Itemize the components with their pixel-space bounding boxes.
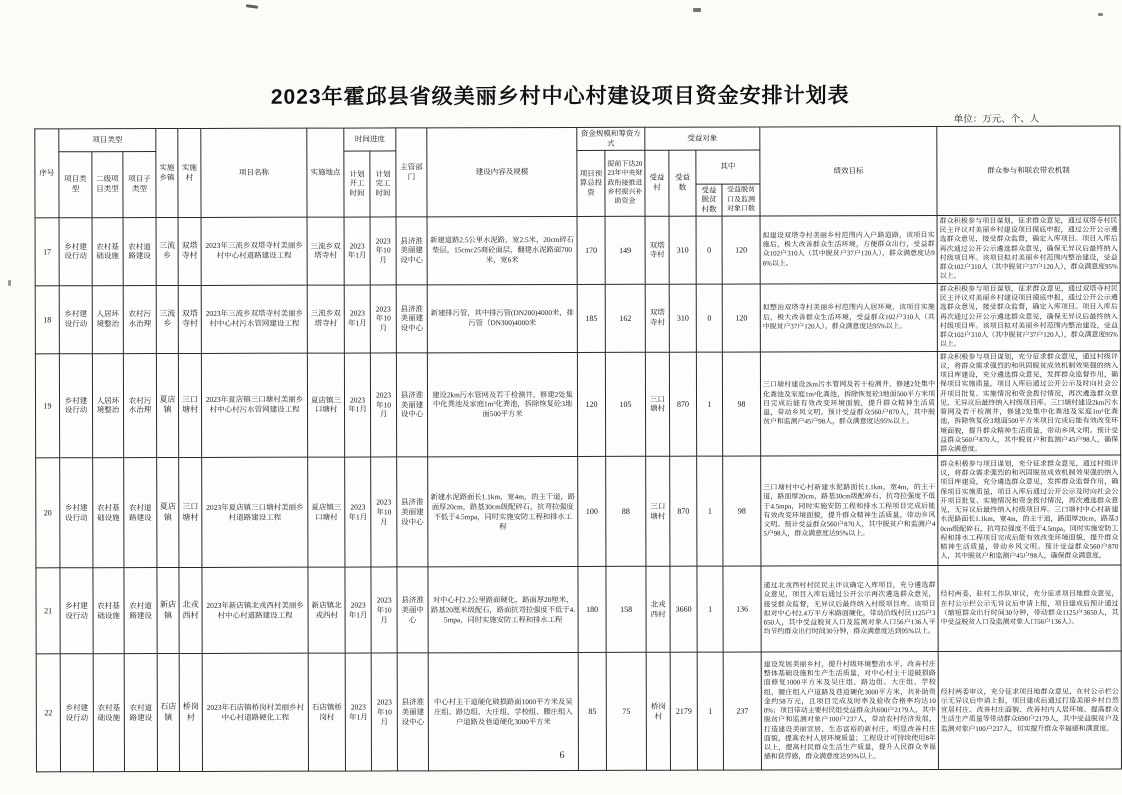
cell-sub-type: 农村污水治理: [123, 285, 156, 353]
cell-secondary-type: 农村基础设施: [93, 654, 124, 772]
cell-benefit-village: 双塔寺村: [645, 216, 669, 284]
cell-benefit-poor-population: 98: [722, 351, 760, 456]
cell-serial-number: 21: [36, 568, 60, 654]
cell-total-budget: 185: [577, 284, 605, 352]
cell-village: 北戎西村: [179, 568, 202, 654]
cell-secondary-type: 农村基础设施: [92, 217, 123, 285]
cell-plan-start: 2023年1月: [344, 217, 370, 285]
cell-advance-fund: 162: [605, 284, 645, 352]
header-project-name: 项目名称: [201, 128, 307, 217]
header-location: 实施地点: [307, 128, 344, 217]
table-row: [36, 455, 1121, 568]
table-header: [35, 126, 1120, 218]
cell-benefit-poor-villages: 0: [696, 284, 722, 352]
cell-participation-mechanism: 群众积极参与项目谋划，充分征求群众意见，通过村级评议，将群众需求强烈的和巩固脱贫成效机制效果强的纳入项目库建设，充分遴选群众意见，发挥群众监督作用，确保项目实施质量，项目入库后通过公开公示及时向社会公开项目批复、实施情况和资金拨付情况，再次遴选群众意见，无异议后最终纳入村级项目库。三口塘村中心村新建水泥路面长1.1km，宽4m，的主干道，路面厚20cm，路基30cm级配碎石，抗弯拉强度不低于4.5mpa，同时实施安防工程和排水工程项目完成后能有效改变环境面貌，提升群众精神生活质量，带动乡风文明。预计受益群众560户870人，其中脱贫户和监测户45户98人，确保群众满意度。: [938, 455, 1121, 565]
cell-township: 夏店镇: [157, 458, 179, 568]
cell-participation-mechanism: 群众积极参与项目谋划，征求群众意见，通过双塔寺村民民主评议对美丽乡村建设项目摸底申报，通过公开公示遴选群众意见，接受群众监督，确定入库项目。项目入库后再次通过公开公示遴选群众意见，确保无异议后最终纳入村级项目库。该项目拟对美丽乡村范围内整治建设，受益群众102户310人（其中脱贫户37户120人），群众满意度95%以上。: [937, 215, 1120, 283]
header-project-type: 项目类型: [59, 151, 92, 217]
table-row: [35, 283, 1120, 354]
cell-village: 三口塘村: [179, 458, 202, 568]
header-serial: 序号: [35, 129, 59, 218]
header-advance-fund: 提前下达2023年中央财政衔接推进乡村振兴补助资金: [605, 150, 645, 216]
cell-advance-fund: 88: [606, 457, 646, 567]
cell-benefit-poor-villages: 1: [697, 566, 723, 652]
cell-plan-start: 2023年1月: [345, 457, 371, 567]
cell-participation-mechanism: 群众积极参与项目谋划，征求群众意见，通过双塔寺村民民主评议对美丽乡村建设项目摸底申报，通过公开公示遴选群众意见，接受群众监督，确定入库项目。项目入库后再次通过公开公示遴选群众意见，确保无异议后最终纳入村级项目库。该项目拟对美丽乡村范围内整治建设，受益群众102户310人（其中脱贫户37户120人），群众满意度95%以上。: [937, 283, 1120, 351]
cell-content-scale: 新建道路2.5公里水泥路，宽2.5米，20cm碎石垫层，15cmc25商砼面层，翻建水泥路面700米，宽6米: [427, 216, 577, 284]
header-performance: 绩效目标: [760, 127, 937, 216]
cell-benefit-count: 870: [669, 352, 696, 457]
cell-benefit-poor-population: 98: [723, 456, 761, 566]
cell-performance-target: 通过北戎西村村民民主评议确定入库项目，充分遴选群众意见，项目入库后通过公开公示再次遴选群众意见，接受群众监督，无异议后最终纳入村级项目库。该项目拟对中心村2.4万平方米路面硬化，带动沿线村民1125户3650人，其中受益脱贫人口及监测对象人口56户136人平均节约群众出行时间30分钟，群众满意度达到95%以上。: [761, 566, 938, 652]
cell-total-budget: 85: [578, 653, 606, 771]
cell-participation-mechanism: 经村两委，驻村工作队审议，充分征求项目地群众意见，在村公示栏公示无异议后申请上报，项目建成后预计通过（缩短群众出行时间30分钟，带动群众1125户3650人，其中受益脱贫人口及监测对象人口56户136人）。: [938, 565, 1121, 651]
cell-department: 县济淮美丽建设中心: [396, 352, 427, 457]
header-schedule-group: 时间进度: [344, 128, 396, 151]
cell-benefit-poor-villages: 1: [697, 652, 723, 770]
cell-project-type: 乡村建设行动: [59, 217, 92, 285]
cell-secondary-type: 人居环境整治: [92, 285, 123, 353]
table-sheet: [34, 126, 1122, 773]
cell-content-scale: 建设2km污水管网及若干检测井，修建2处集中化粪池及家庭1m³化粪池，拆除恢复砼3地面500平方米: [427, 352, 577, 457]
cell-plan-start: 2023年1月: [345, 653, 371, 771]
cell-benefit-poor-villages: 1: [696, 352, 722, 457]
projects-table: [34, 126, 1122, 773]
cell-benefit-count: 870: [670, 456, 697, 566]
cell-secondary-type: 农村基础设施: [93, 458, 124, 568]
cell-project-type: 乡村建设行动: [60, 458, 93, 568]
cell-department: 县济淮美丽建设中心: [397, 457, 428, 567]
cell-performance-target: 拟整治双塔寺村美丽乡村范围内人居环境，该项目实施后，极大改善群众生活环境，受益群众102户310人（其中脱贫户37户120人），群众满意度达95%以上。: [760, 283, 937, 351]
header-beneficiary-group: 受益对象: [645, 127, 760, 150]
cell-content-scale: 对中心村2.2公里路面硬化，路面厚20厘米，路基20厘米级配石，路面抗弯拉强度不低于4.5mpa，同时实施安防工程和排水工程: [428, 567, 578, 653]
cell-township: 石店镇: [157, 654, 179, 772]
header-benefit-count: 受益数: [669, 150, 696, 216]
cell-location: 三流乡双塔寺村: [307, 285, 344, 353]
cell-project-type: 乡村建设行动: [60, 654, 93, 772]
cell-department: 县济淮美丽建设中心: [396, 217, 427, 285]
cell-project-type: 乡村建设行动: [60, 568, 93, 654]
cell-content-scale: 新建水泥路面长1.1km，宽4m，的主干道，路面厚20cm，路基30cm级配碎石，抗弯拉强度不低于4.5mpa，同时实施安防工程和排水工程: [428, 457, 578, 567]
cell-performance-target: 拟建设双塔寺村美丽乡村范围内入户路道路，该项目实施后，极大改善群众生活环境，方便群众出行，受益群众102户310人（其中脱贫户37户120人），群众满意度达96%以上。: [760, 215, 937, 283]
cell-benefit-poor-villages: 0: [696, 216, 722, 284]
header-project-type-group: 项目类型: [59, 129, 156, 152]
cell-location: 三流乡双塔寺村: [307, 217, 344, 285]
cell-village: 桥岗村: [179, 654, 202, 772]
cell-serial-number: 19: [35, 353, 59, 458]
cell-plan-start: 2023年1月: [344, 352, 370, 457]
cell-benefit-village: 三口塘村: [646, 456, 670, 566]
cell-village: 双塔寺村: [178, 285, 201, 353]
cell-benefit-poor-population: 136: [723, 566, 761, 652]
cell-benefit-count: 310: [669, 284, 696, 352]
cell-sub-type: 农村道路建设: [123, 217, 156, 285]
header-funding-group: 资金规模和筹资方式: [577, 127, 645, 150]
cell-village: 双塔寺村: [178, 217, 201, 285]
cell-project-name: 2023年新店镇北戎西村美丽乡村中心村道路建设工程: [202, 567, 308, 653]
cell-plan-finish: 2023年10月: [371, 567, 397, 653]
cell-village: 三口塘村: [178, 353, 201, 458]
cell-performance-target: 三口塘村建设2km污水管网及若干检测井，修建2处集中化粪池及家庭1m³化粪池，拆除恢复砼3地面500平方米项目完成后能有效改变环境面貌，提升群众精神生活质量，带动乡风文明。预计受益群众560户870人，其中脱贫户和监测户45户98人，群众满意度达95%以上。: [760, 351, 937, 456]
cell-township: 新店镇: [157, 568, 179, 654]
cell-benefit-poor-villages: 1: [697, 456, 723, 566]
document-title: 2023年霍邱县省级美丽乡村中心村建设项目资金安排计划表: [270, 84, 850, 109]
cell-sub-type: 农村道路建设: [124, 568, 157, 654]
header-content-scale: 建设内容及规模: [427, 127, 577, 216]
cell-township: 夏店镇: [156, 353, 178, 458]
cell-benefit-count: 2179: [670, 652, 697, 770]
header-among-group: 其中: [696, 149, 760, 183]
cell-project-type: 乡村建设行动: [59, 353, 92, 458]
cell-serial-number: 17: [35, 218, 59, 286]
cell-secondary-type: 农村基础设施: [93, 568, 124, 654]
cell-plan-finish: 2023年10月: [370, 352, 396, 457]
cell-benefit-village: 双塔寺村: [645, 284, 669, 352]
cell-project-name: 2023年石店镇桥岗村美丽乡村中心村道路硬化工程: [202, 653, 308, 771]
header-township: 实施乡镇: [156, 129, 178, 218]
cell-advance-fund: 105: [605, 352, 645, 457]
cell-plan-finish: 2023年10月: [371, 653, 397, 771]
header-benefit-village: 受益村: [645, 150, 669, 216]
cell-township: 三流乡: [156, 285, 178, 353]
header-benefit-poor-population: 受益脱贫口及监测对象口数: [722, 183, 760, 215]
cell-sub-type: 农村道路建设: [124, 654, 157, 772]
cell-performance-target: 三口塘村中心村新建水泥路面长1.1km，宽4m，的主干道，路面厚20cm，路基30cm级配碎石，抗弯拉强度不低于4.5mpa，同时实施安防工程和排水工程项目完成后能有效改变环境面貌，提升群众精神生活质量，带动乡风文明。预计受益群众560户870人，其中脱贫户和监测户45户98人，群众满意度达95%以上。: [761, 456, 938, 566]
page-number: 6: [559, 749, 565, 762]
header-village: 实施村: [178, 128, 201, 217]
cell-location: 新店镇北戎西村: [308, 567, 345, 653]
cell-department: 县济淮美丽建设中心: [397, 653, 428, 771]
cell-advance-fund: 158: [606, 567, 646, 653]
cell-benefit-poor-population: 237: [723, 652, 761, 770]
header-department: 主管部门: [396, 128, 427, 217]
cell-benefit-poor-population: 120: [722, 216, 760, 284]
cell-plan-finish: 2023年10月: [371, 457, 397, 567]
cell-total-budget: 100: [578, 457, 606, 567]
cell-serial-number: 22: [36, 654, 60, 772]
cell-project-name: 2023年三流乡双塔寺村美丽乡村中心村污水管网建设工程: [201, 285, 307, 353]
cell-location: 夏店镇三口塘村: [307, 353, 344, 458]
cell-township: 三流乡: [156, 217, 178, 285]
cell-location: 石店镇桥岗村: [308, 653, 345, 771]
header-sub-type: 项目子类型: [123, 151, 156, 217]
cell-plan-finish: 2023年10月: [370, 217, 396, 285]
cell-benefit-village: 三口塘村: [645, 352, 669, 457]
cell-benefit-count: 3660: [670, 566, 697, 652]
cell-benefit-village: 桥岗村: [646, 652, 670, 770]
cell-total-budget: 180: [578, 567, 606, 653]
header-benefit-poor-villages: 受益脱贫村数: [696, 184, 722, 216]
cell-location: 夏店镇三口塘村: [308, 457, 345, 567]
header-secondary-type: 二级项目类型: [92, 151, 123, 217]
cell-department: 县济淮美丽中心: [397, 567, 428, 653]
header-plan-start: 计划开工时间: [344, 150, 370, 216]
cell-benefit-village: 北戎西村: [646, 566, 670, 652]
cell-sub-type: 农村污水治理: [123, 353, 156, 458]
unit-note: 单位：万元、个、人: [953, 114, 1040, 125]
header-participation: 群众参与和联农带农机制: [937, 126, 1120, 215]
cell-benefit-poor-population: 120: [722, 284, 760, 352]
table-body: [35, 215, 1121, 772]
cell-advance-fund: 149: [605, 216, 645, 284]
cell-participation-mechanism: 经村两委审议，充分征求项目地群众意见，在村公示栏公示无异议后申请上报，项目建成后通过打造美丽乡村自然宜居村庄、改善村庄面貌、改善村内人居环境、提高群众生活生产质量等带动群众690户2179人，其中受益脱贫户及监测对象户100户237人，切实提升群众幸福感和满意度。: [938, 651, 1121, 769]
cell-benefit-count: 310: [669, 216, 696, 284]
table-row: [35, 351, 1120, 459]
cell-project-name: 2023年夏店镇三口塘村美丽乡村中心村污水管网建设工程: [201, 353, 307, 458]
cell-serial-number: 20: [36, 458, 60, 568]
cell-project-name: 2023年三流乡双塔寺村美丽乡村中心村道路建设工程: [201, 217, 307, 285]
cell-project-type: 乡村建设行动: [59, 285, 92, 353]
table-row: [36, 565, 1121, 654]
cell-plan-start: 2023年1月: [344, 285, 370, 353]
cell-project-name: 2023年夏店镇三口塘村美丽乡村道路建设工程: [202, 457, 308, 567]
table-row: [35, 215, 1120, 286]
cell-department: 县济淮美丽建设中心: [396, 285, 427, 353]
cell-advance-fund: 75: [606, 653, 646, 771]
header-plan-finish: 计划完工时间: [370, 150, 396, 216]
cell-total-budget: 120: [577, 352, 605, 457]
cell-plan-start: 2023年1月: [345, 567, 371, 653]
cell-serial-number: 18: [35, 286, 59, 354]
cell-participation-mechanism: 群众积极参与项目谋划，充分征求群众意见，通过村级评议，将群众需求强烈的和巩固脱贫成效机制效果强的纳入项目库建设，充分遴选群众意见，发挥群众监督作用，确保项目实施质量，项目入库后通过公开公示及时向社会公开项目批复、实施情况和资金拨付情况，再次遴选群众意见，无异议后最终纳入村级项目库。三口塘村建设2km污水管网及若干检测井，修建2处集中化粪池及家庭1m³化粪池，拆除恢复砼3地面500平方米项目完成后能有效改变环境面貌，提升群众精神生活质量，带动乡风文明。预计受益群众560户870人，其中脱贫户和监测户45户98人，确保群众满意度。: [937, 351, 1120, 456]
header-total-budget: 项目预算总投资: [577, 150, 605, 216]
cell-content-scale: 中心村主干道硬化破损路面1000平方米及吴庄组、路边组、大庄组、学校组、腰庄组入户道路及巷道硬化3000平方米: [428, 653, 578, 771]
cell-plan-finish: 2023年10月: [370, 285, 396, 353]
cell-performance-target: 建设发展美丽乡村，提升村级环境整治水平，改善村庄整体基础设施和生产生活质量，对中心村主干道破损路面修复1000平方米及吴庄组、路边组、大庄组、学校组、腰庄组入户道路及巷道硬化3000平方米，共补助资金约58万元，且项目完成及时率及验收合格率均达100%；项目带动主要村民组受益群众共690户2179人，其中脱贫户和监测对象户100户237人，带动农村经济发展，打造建设美丽宜居、生态富裕的新村庄，明显改善村庄面貌，提高农村人居环境质量；工程设计可持续使用8年以上，提高村民群众生活生产质量，提升人民群众幸福感和获得感，群众满意度达95%以上。: [761, 652, 938, 770]
cell-sub-type: 农村道路建设: [124, 458, 157, 568]
cell-secondary-type: 人居环境整治: [92, 353, 123, 458]
cell-total-budget: 170: [577, 216, 605, 284]
cell-content-scale: 新建排污管，其中排污管(DN200)4000米，排污管（DN300)4000米: [427, 284, 577, 352]
